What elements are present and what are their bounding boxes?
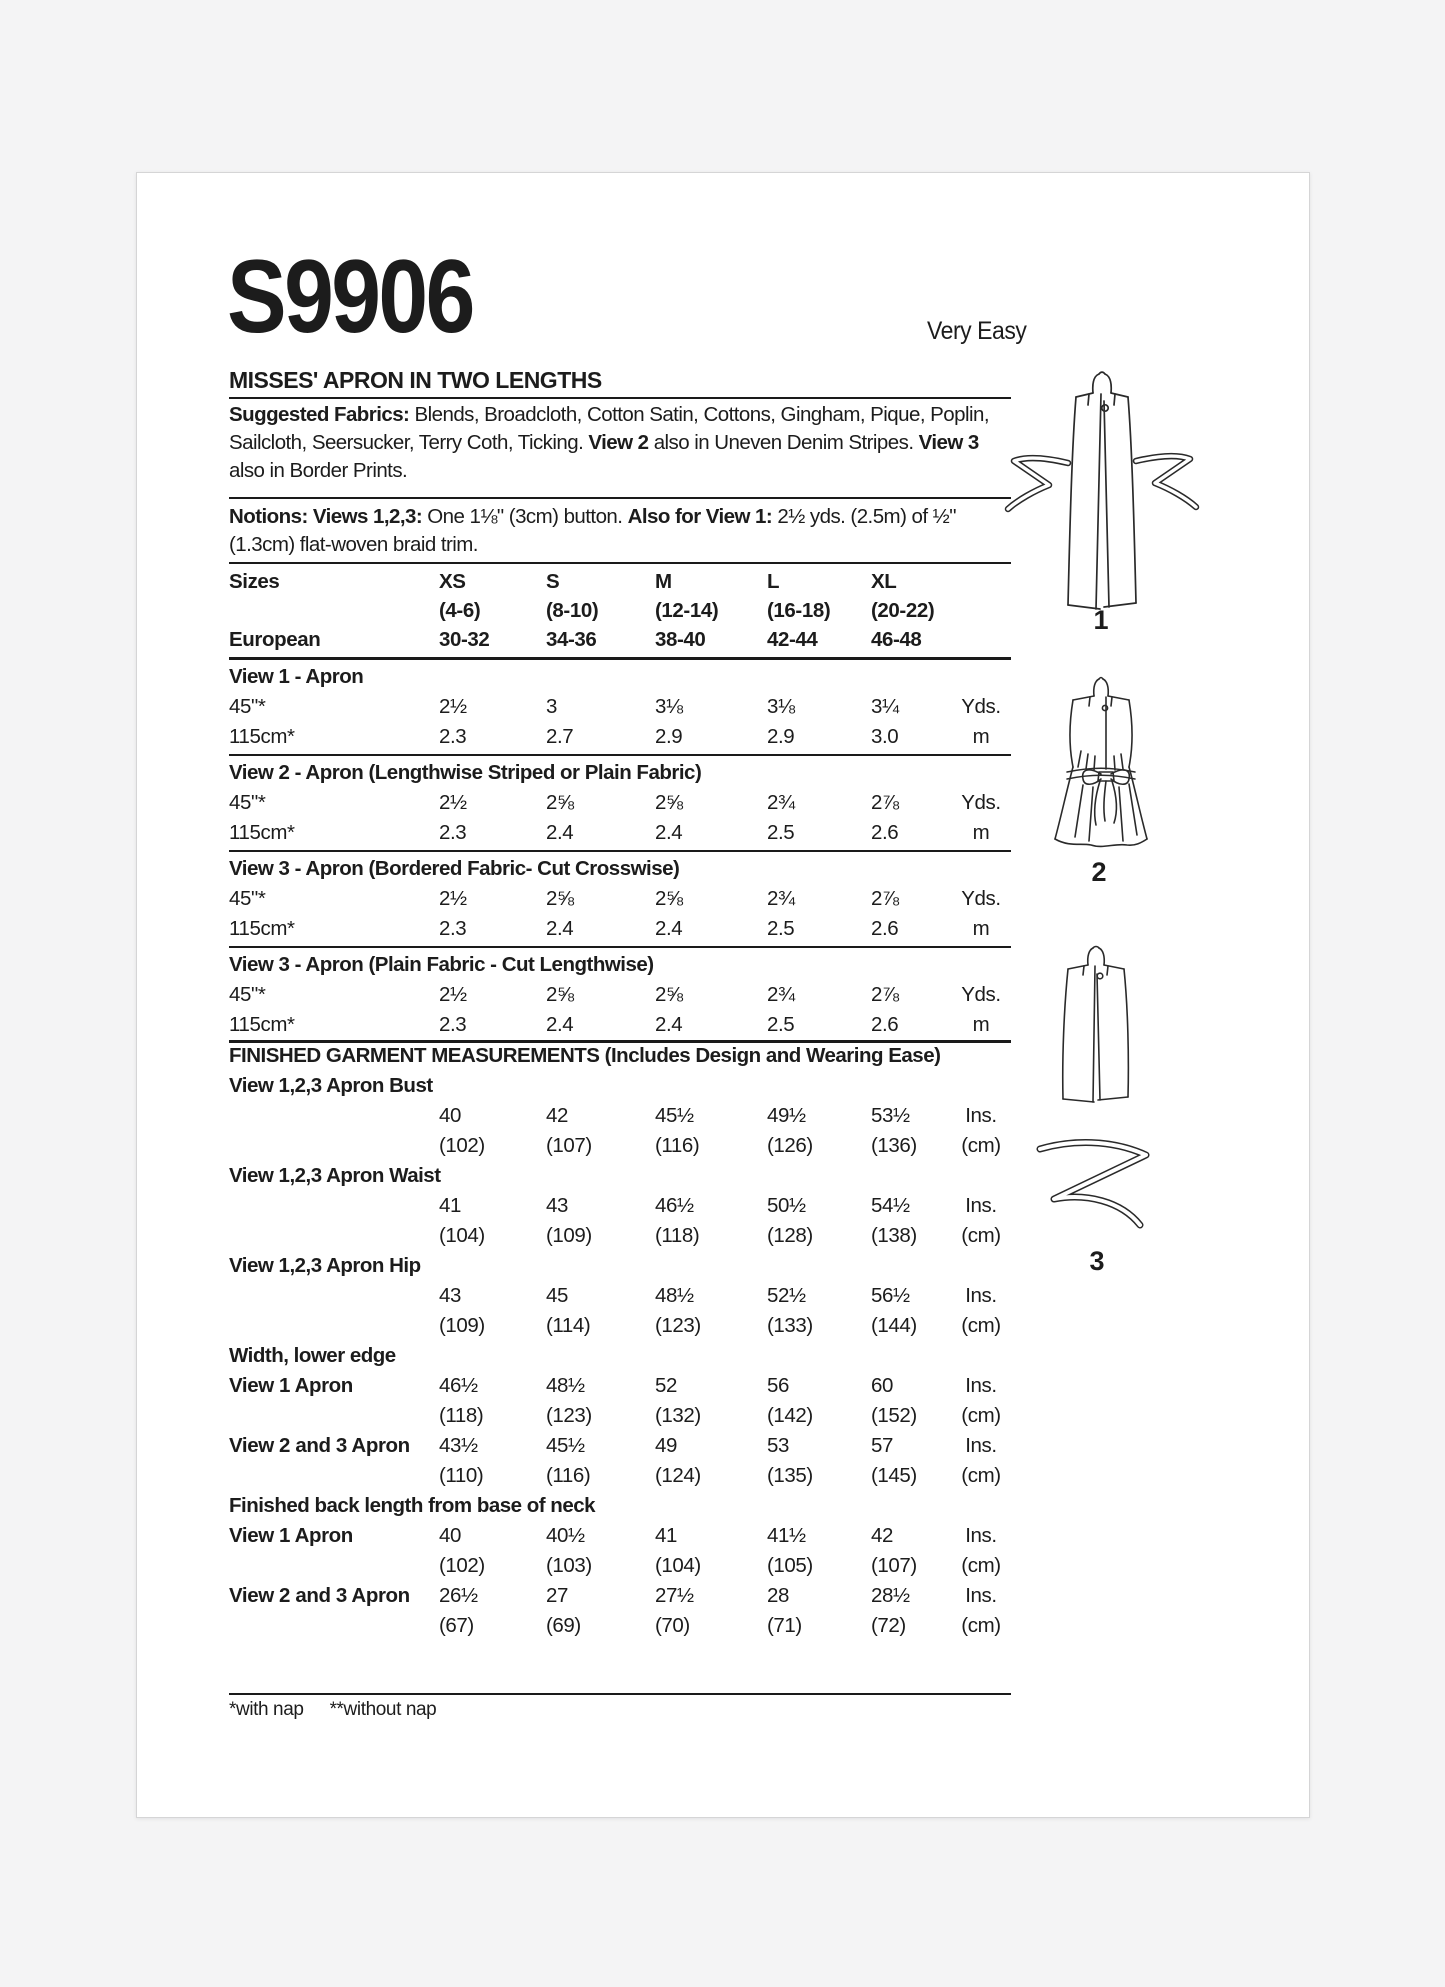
european-label: European: [229, 628, 321, 651]
fabrics-line-3: also in Border Prints.: [229, 459, 408, 482]
width-view23-cm-row: (110) (116) (124) (135) (145) (cm): [439, 1464, 1001, 1487]
yardage-section-view3-lengthwise: [229, 946, 1011, 1040]
fabrics-line-2: Sailcloth, Seersucker, Terry Coth, Ticking. View 2 also in Uneven Denim Stripes. View 3: [229, 431, 979, 454]
section-title: View 3 - Apron (Bordered Fabric- Cut Crosswise): [229, 857, 680, 880]
width-lower-edge-label: Width, lower edge: [229, 1344, 396, 1367]
notions-line-1: Notions: Views 1,2,3: One 1⅛" (3cm) button. Also for View 1: 2½ yds. (2.5m) of ½": [229, 505, 956, 528]
title-divider: [229, 397, 1011, 399]
back-view23-ins-row: View 2 and 3 Apron 26½ 27 27½ 28 28½ Ins.: [229, 1584, 997, 1607]
waist-ins-row: 41 43 46½ 50½ 54½ Ins.: [439, 1194, 997, 1217]
yardage-row: 115cm* 2.3 2.4 2.4 2.5 2.6 m: [229, 1013, 990, 1036]
section-title: View 2 - Apron (Lengthwise Striped or Plain Fabric): [229, 761, 702, 784]
nap-footnote: [229, 1699, 436, 1721]
without-nap-note: **without nap: [329, 1699, 437, 1720]
yardage-row: 115cm* 2.3 2.7 2.9 2.9 3.0 m: [229, 725, 990, 748]
yardage-row: 45"* 2½ 2⅝ 2⅝ 2¾ 2⅞ Yds.: [229, 791, 1001, 814]
back-view1-cm-row: (102) (103) (104) (105) (107) (cm): [439, 1554, 1001, 1577]
apron-view-1-illustration: [1001, 351, 1221, 641]
hip-label: View 1,2,3 Apron Hip: [229, 1254, 421, 1277]
width-view1-ins-row: View 1 Apron 46½ 48½ 52 56 60 Ins.: [229, 1374, 997, 1397]
yardage-section-view2: [229, 754, 1011, 848]
yardage-row: 115cm* 2.3 2.4 2.4 2.5 2.6 m: [229, 917, 990, 940]
with-nap-note: *with nap: [229, 1699, 304, 1720]
suggested-fabrics-paragraph: [229, 401, 1029, 485]
page-title: MISSES' APRON IN TWO LENGTHS: [229, 367, 602, 393]
size-range-row: (4-6) (8-10) (12-14) (16-18) (20-22): [439, 599, 935, 622]
notions-paragraph: [229, 503, 1029, 559]
waist-label: View 1,2,3 Apron Waist: [229, 1164, 441, 1187]
apron-view-2-illustration: [1031, 659, 1241, 859]
footnote-divider: [229, 1693, 1011, 1695]
back-view23-cm-row: (67) (69) (70) (71) (72) (cm): [439, 1614, 1001, 1637]
back-length-label: Finished back length from base of neck: [229, 1494, 596, 1517]
yardage-section-view1: [229, 662, 1011, 752]
yardage-row: 115cm* 2.3 2.4 2.4 2.5 2.6 m: [229, 821, 990, 844]
finished-measurements-table: [229, 1041, 1011, 1641]
fabrics-line-1: Suggested Fabrics: Blends, Broadcloth, Cotton Satin, Cottons, Gingham, Pique, Poplin,: [229, 403, 989, 426]
pattern-number: S9906: [227, 239, 473, 355]
notions-line-2: (1.3cm) flat-woven braid trim.: [229, 533, 478, 556]
apron-view-3-illustration: [1016, 933, 1176, 1243]
sizes-label: Sizes: [229, 570, 280, 593]
measurements-title: FINISHED GARMENT MEASUREMENTS (Includes Design and Wearing Ease): [229, 1044, 941, 1067]
view-1-number: 1: [1093, 605, 1109, 635]
fabrics-divider: [229, 497, 1011, 499]
european-size-row: European 30-32 34-36 38-40 42-44 46-48: [229, 625, 1011, 654]
notions-divider: [229, 562, 1011, 564]
difficulty-label: Very Easy: [927, 317, 1027, 345]
size-row: Sizes XS S M L XL: [229, 567, 1011, 596]
view-3-number: 3: [1089, 1246, 1105, 1276]
view-2-number: 2: [1091, 857, 1107, 887]
waist-cm-row: (104) (109) (118) (128) (138) (cm): [439, 1224, 1001, 1247]
width-view1-cm-row: (118) (123) (132) (142) (152) (cm): [439, 1404, 1001, 1427]
size-header-divider: [229, 657, 1011, 660]
width-view23-ins-row: View 2 and 3 Apron 43½ 45½ 49 53 57 Ins.: [229, 1434, 997, 1457]
bust-cm-row: (102) (107) (116) (126) (136) (cm): [439, 1134, 1001, 1157]
yardage-table: [229, 662, 1011, 1043]
hip-cm-row: (109) (114) (123) (133) (144) (cm): [439, 1314, 1001, 1337]
yardage-section-view3-crosswise: [229, 850, 1011, 944]
back-view1-ins-row: View 1 Apron 40 40½ 41 41½ 42 Ins.: [229, 1524, 997, 1547]
pattern-envelope-back-page: [136, 172, 1310, 1818]
size-header-table: [229, 567, 1011, 654]
fabrics-label: Suggested Fabrics:: [229, 403, 410, 426]
yardage-row: 45"* 2½ 2⅝ 2⅝ 2¾ 2⅞ Yds.: [229, 983, 1001, 1006]
yardage-row: 45"* 2½ 2⅝ 2⅝ 2¾ 2⅞ Yds.: [229, 887, 1001, 910]
bust-ins-row: 40 42 45½ 49½ 53½ Ins.: [439, 1104, 997, 1127]
section-title: View 3 - Apron (Plain Fabric - Cut Lengthwise): [229, 953, 654, 976]
yardage-row: 45"* 2½ 3 3⅛ 3⅛ 3¼ Yds.: [229, 695, 1001, 718]
section-title: View 1 - Apron: [229, 665, 364, 688]
hip-ins-row: 43 45 48½ 52½ 56½ Ins.: [439, 1284, 997, 1307]
bust-label: View 1,2,3 Apron Bust: [229, 1074, 433, 1097]
notions-label: Notions: Views 1,2,3:: [229, 505, 423, 528]
